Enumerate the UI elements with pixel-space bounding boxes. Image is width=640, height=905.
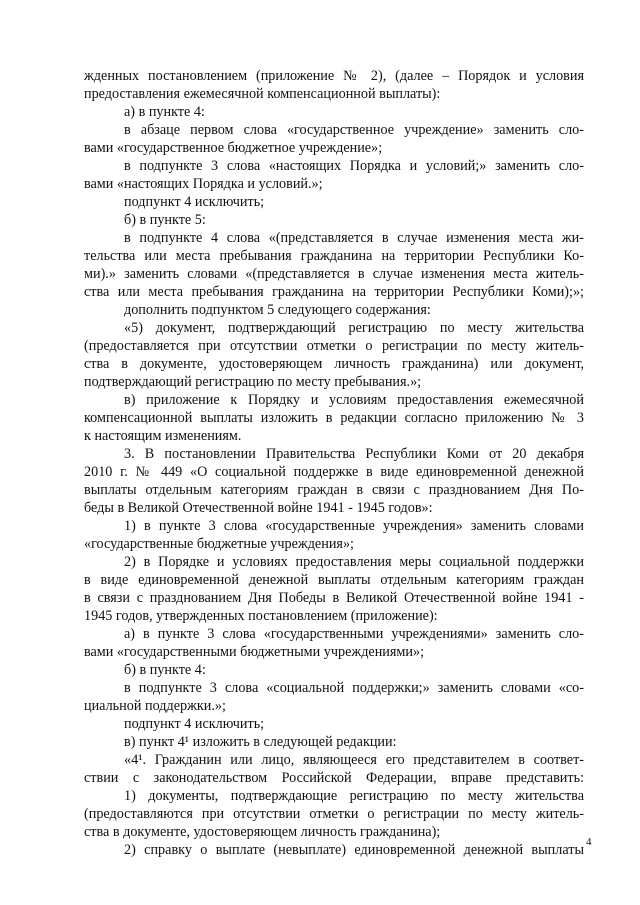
text-line: выплаты отдельным категориям граждан в связи с празднованием Дня По- <box>84 482 584 498</box>
text-line: в подпункте 3 слова «социальной поддержки;» заменить словами «со- <box>124 680 584 696</box>
text-line: в) приложение к Порядку и условиям предоставления ежемесячной <box>124 392 584 408</box>
text-line: б) в пункте 4: <box>124 662 206 678</box>
text-line: циальной поддержки.»; <box>84 698 226 714</box>
text-line: б) в пункте 5: <box>124 212 206 228</box>
page-number: 4 <box>586 836 592 848</box>
text-line: в подпункте 3 слова «настоящих Порядка и условий;» заменить сло- <box>124 158 584 174</box>
text-line: подпункт 4 исключить; <box>124 194 265 210</box>
text-line: 2) справку о выплате (невыплате) единовременной денежной выплаты <box>124 842 584 858</box>
text-line: «4¹. Гражданин или лицо, являющееся его представителем в соответ- <box>124 752 584 768</box>
text-line: в связи с празднованием Дня Победы в Великой Отечественной войне 1941 - <box>84 590 584 606</box>
text-line: ства в документе, удостоверяющем личность гражданина); <box>84 824 441 840</box>
text-line: ствии с законодательством Российской Федерации, вправе представить: <box>84 770 584 786</box>
text-line: ства в документе, удостоверяющем личность гражданина) или документ, <box>84 356 584 372</box>
text-line: вами «настоящих Порядка и условий.»; <box>84 176 323 192</box>
text-line: вами «государственными бюджетными учреждениями»; <box>84 644 425 660</box>
text-line: в виде единовременной денежной выплаты отдельным категориям граждан <box>84 572 584 588</box>
text-line: 3. В постановлении Правительства Республики Коми от 20 декабря <box>124 446 584 462</box>
text-line: предоставления ежемесячной компенсационной выплаты): <box>84 86 441 102</box>
text-line: подтверждающий регистрацию по месту пребывания.»; <box>84 374 422 390</box>
text-line: а) в пункте 4: <box>124 104 205 120</box>
text-line: 1) в пункте 3 слова «государственные учреждения» заменить словами <box>124 518 584 534</box>
text-line: беды в Великой Отечественной войне 1941 - 1945 годов»: <box>84 500 433 516</box>
text-line: в абзаце первом слова «государственное учреждение» заменить сло- <box>124 122 584 138</box>
text-line: «государственные бюджетные учреждения»; <box>84 536 354 552</box>
text-line: 2) в Порядке и условиях предоставления меры социальной поддержки <box>124 554 584 570</box>
text-line: дополнить подпунктом 5 следующего содержания: <box>124 302 431 318</box>
text-line: (предоставляется при отсутствии отметки о регистрации по месту житель- <box>84 338 584 354</box>
text-line: а) в пункте 3 слова «государственными учреждениями» заменить сло- <box>124 626 584 642</box>
text-line: жденных постановлением (приложение № 2), (далее – Порядок и условия <box>84 68 584 84</box>
text-line: (предоставляются при отсутствии отметки о регистрации по месту житель- <box>84 806 584 822</box>
text-line: ми).» заменить словами «(представляется в случае изменения места житель- <box>84 266 584 282</box>
text-line: ства или места пребывания гражданина на территории Республики Коми);»; <box>84 284 584 300</box>
text-line: 2010 г. № 449 «О социальной поддержке в виде единовременной денежной <box>84 464 584 480</box>
text-line: 1945 годов, утвержденных постановлением (приложение): <box>84 608 438 624</box>
text-line: «5) документ, подтверждающий регистрацию по месту жительства <box>124 320 584 336</box>
text-line: к настоящим изменениям. <box>84 428 242 444</box>
text-line: в) пункт 4¹ изложить в следующей редакции: <box>124 734 397 750</box>
text-line: компенсационной выплаты изложить в редакции согласно приложению № 3 <box>84 410 584 426</box>
text-line: подпункт 4 исключить; <box>124 716 265 732</box>
text-line: 1) документы, подтверждающие регистрацию по месту жительства <box>124 788 584 804</box>
document-body <box>84 67 584 859</box>
text-line: в подпункте 4 слова «(представляется в случае изменения места жи- <box>124 230 584 246</box>
text-line: вами «государственное бюджетное учреждение»; <box>84 140 383 156</box>
text-line: тельства или места пребывания гражданина на территории Республики Ко- <box>84 248 584 264</box>
